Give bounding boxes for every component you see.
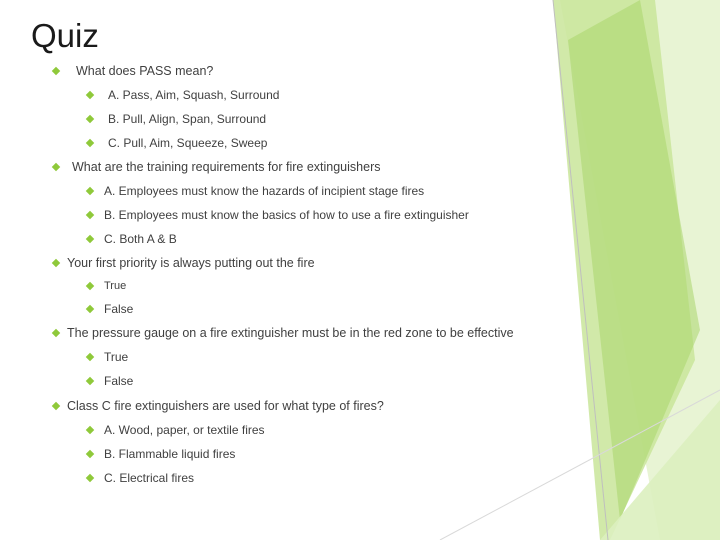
q5-answer-a: A. Wood, paper, or textile fires [104,423,265,437]
q2-answer-a: A. Employees must know the hazards of incipient stage fires [104,184,425,198]
q2-answer-c: C. Both A & B [104,232,177,246]
q5-answer-c: C. Electrical fires [104,471,195,485]
q3-answer-false: False [104,302,134,316]
question-2: What are the training requirements for fire extinguishers [72,160,381,174]
q4-answer-false: False [104,374,134,388]
question-1: What does PASS mean? [76,64,214,78]
q3-answer-true: True [104,280,127,292]
slide-title: Quiz [31,17,99,54]
q1-answer-c: C. Pull, Aim, Squeeze, Sweep [108,136,268,150]
q2-answer-b: B. Employees must know the basics of how to use a fire extinguisher [104,208,469,222]
q4-answer-true: True [104,350,129,364]
q1-answer-a: A. Pass, Aim, Squash, Surround [108,88,280,102]
question-3: Your first priority is always putting out the fire [67,256,315,270]
q1-answer-b: B. Pull, Align, Span, Surround [108,112,267,126]
q5-answer-b: B. Flammable liquid fires [104,447,236,461]
question-4: The pressure gauge on a fire extinguisher must be in the red zone to be effective [67,326,514,340]
question-5: Class C fire extinguishers are used for what type of fires? [67,399,384,413]
